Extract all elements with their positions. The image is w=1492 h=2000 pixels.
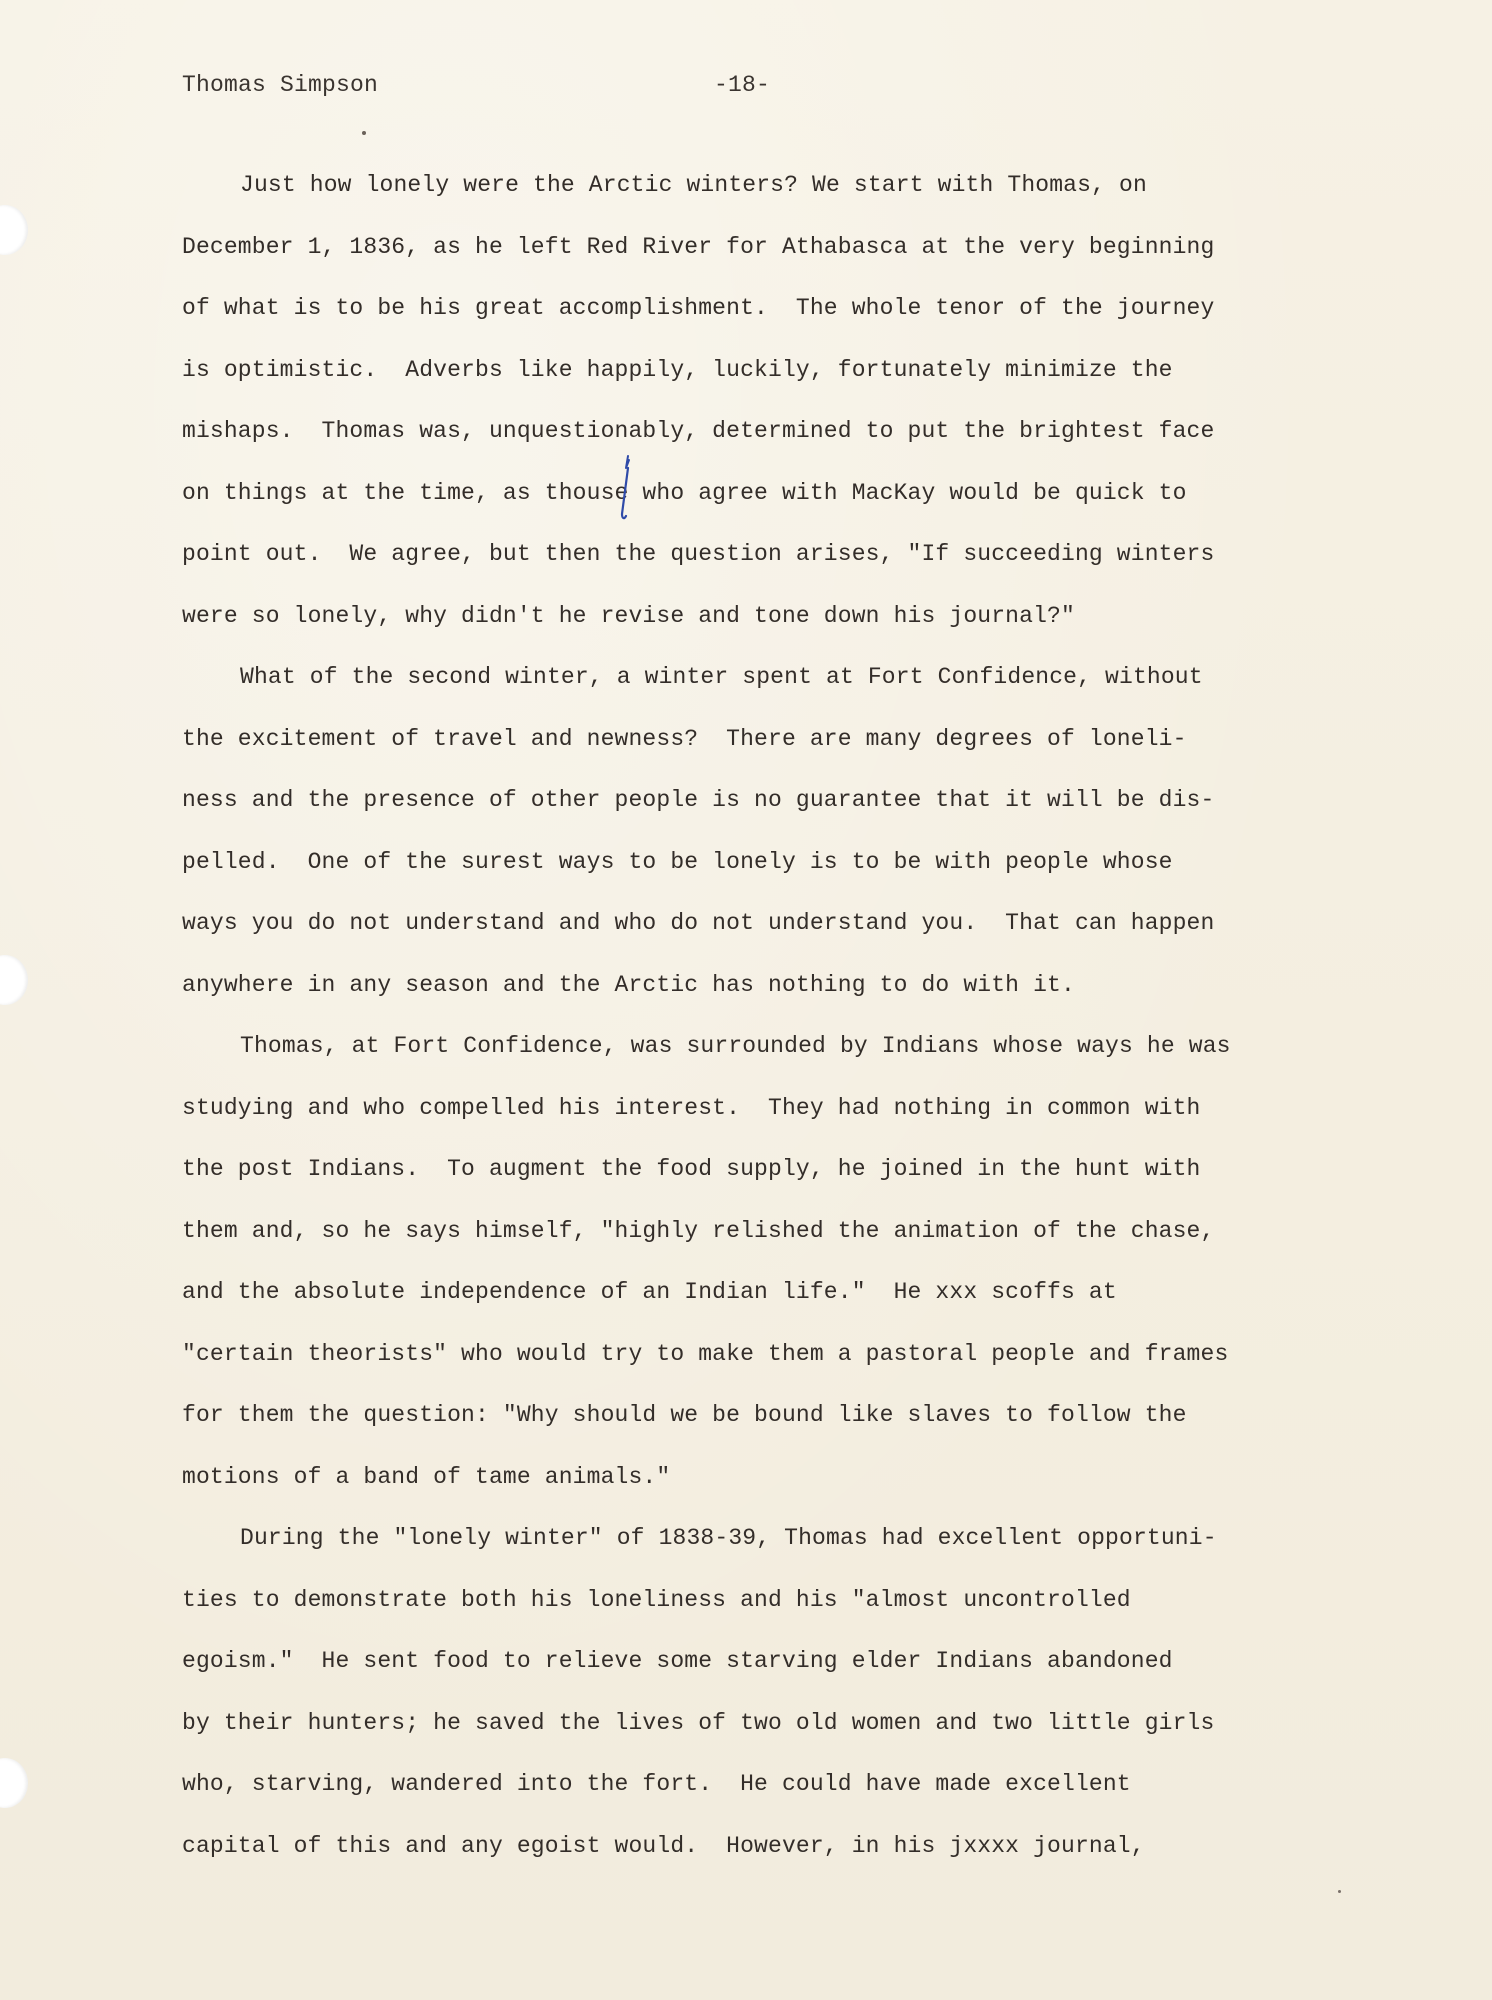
stray-ink-dot xyxy=(362,131,366,135)
text-line: motions of a band of tame animals." xyxy=(182,1463,671,1490)
punch-hole-middle xyxy=(0,955,28,1005)
stray-mark xyxy=(1338,1890,1341,1893)
text-line: During the "lonely winter" of 1838-39, Thomas had excellent opportuni- xyxy=(240,1525,1217,1551)
text-line: Thomas, at Fort Confidence, was surrounded by Indians whose ways he was xyxy=(240,1033,1231,1059)
text-line: were so lonely, why didn't he revise and tone down his journal?" xyxy=(182,602,1075,629)
text-line: is optimistic. Adverbs like happily, luckily, fortunately minimize the xyxy=(182,356,1173,383)
punch-hole-bottom xyxy=(0,1758,28,1808)
text-line: who, starving, wandered into the fort. He could have made excellent xyxy=(182,1771,1131,1797)
text-line: by their hunters; he saved the lives of two old women and two little girls xyxy=(182,1709,1215,1736)
text-line: capital of this and any egoist would. However, in his jxxxx journal, xyxy=(182,1832,1145,1859)
text-line: the excitement of travel and newness? There are many degrees of loneli- xyxy=(182,725,1187,752)
text-line: and the absolute independence of an Indian life." He xxx scoffs at xyxy=(182,1279,1117,1305)
typed-body-text xyxy=(182,155,1332,1877)
header-author: Thomas Simpson xyxy=(182,72,379,98)
text-line: ties to demonstrate both his loneliness and his "almost uncontrolled xyxy=(182,1586,1131,1613)
text-line: for them the question: "Why should we be bound like slaves to follow the xyxy=(182,1402,1187,1428)
text-line: point out. We agree, but then the question arises, "If succeeding winters xyxy=(182,541,1215,567)
text-line: of what is to be his great accomplishment. The whole tenor of the journey xyxy=(182,295,1215,321)
text-line: the post Indians. To augment the food supply, he joined in the hunt with xyxy=(182,1156,1201,1182)
text-line: Just how lonely were the Arctic winters? We start with Thomas, on xyxy=(240,172,1147,198)
text-line: mishaps. Thomas was, unquestionably, determined to put the brightest face xyxy=(182,418,1215,444)
text-line: ness and the presence of other people is no guarantee that it will be dis- xyxy=(182,787,1215,813)
text-line: pelled. One of the surest ways to be lonely is to be with people whose xyxy=(182,848,1173,875)
text-line: studying and who compelled his interest. They had nothing in common with xyxy=(182,1094,1201,1121)
page-header xyxy=(182,72,1292,112)
punch-hole-top xyxy=(0,205,28,255)
text-line: ways you do not understand and who do not understand you. That can happen xyxy=(182,910,1215,936)
text-line: December 1, 1836, as he left Red River for Athabasca at the very beginning xyxy=(182,233,1215,260)
header-page-number: -18- xyxy=(714,72,771,98)
text-line: What of the second winter, a winter spent at Fort Confidence, without xyxy=(240,664,1203,690)
text-line: "certain theorists" who would try to make them a pastoral people and frames xyxy=(182,1340,1229,1367)
text-line: egoism." He sent food to relieve some starving elder Indians abandoned xyxy=(182,1648,1173,1674)
text-line: anywhere in any season and the Arctic has nothing to do with it. xyxy=(182,971,1075,998)
handwritten-insertion-mark xyxy=(616,454,636,524)
text-line: on things at the time, as thouse who agree with MacKay would be quick to xyxy=(182,479,1187,506)
text-line: them and, so he says himself, "highly relished the animation of the chase, xyxy=(182,1217,1215,1244)
